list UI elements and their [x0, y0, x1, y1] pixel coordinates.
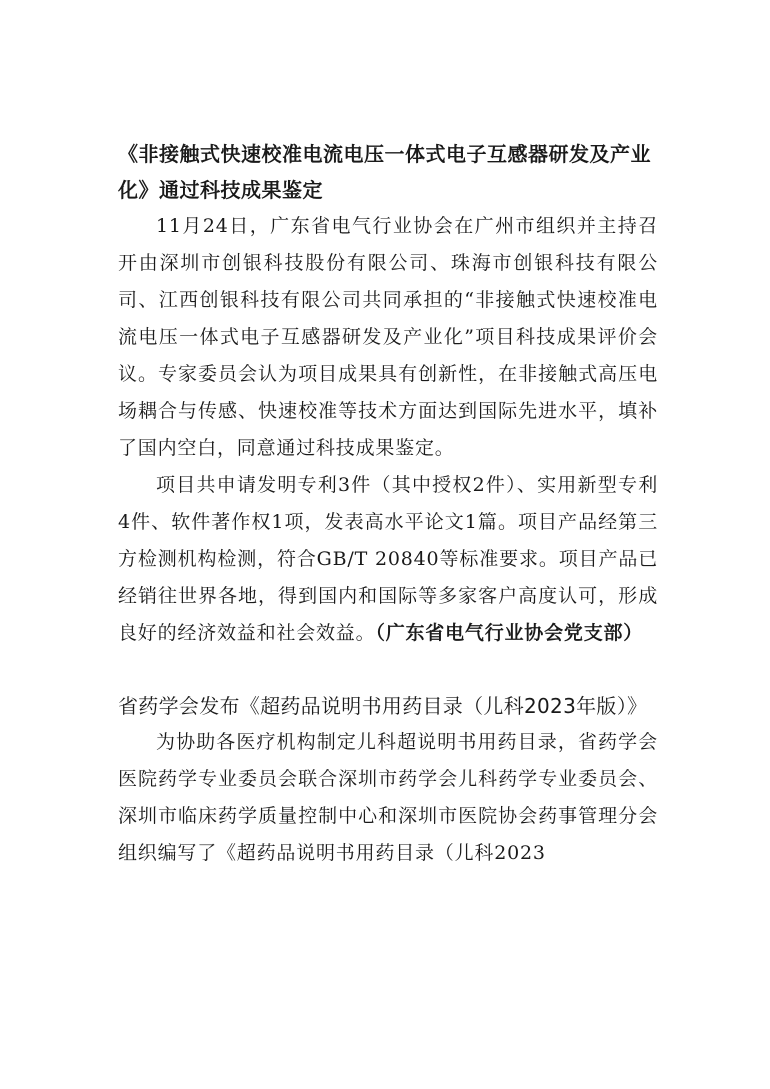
- article-1-paragraph-2-text: 项目共申请发明专利3件（其中授权2件）、实用新型专利4件、软件著作权1项，发表高水平论文1篇。项目产品经第三方检测机构检测，符合GB/T 20840等标准要求。项目产品已经销往世界各地，得到国内和国际等多家客户高度认可，形成良好的经济效益和社会效益。: [118, 474, 658, 644]
- article-2-paragraph-1: [118, 724, 658, 872]
- article-1: [118, 136, 658, 652]
- article-2-title: 省药学会发布《超药品说明书用药目录（儿科2023年版）》: [118, 694, 648, 718]
- article-2: [118, 688, 658, 872]
- article-1-paragraph-1-text: 11月24日，广东省电气行业协会在广州市组织并主持召开由深圳市创银科技股份有限公司、珠海市创银科技有限公司、江西创银科技有限公司共同承担的“非接触式快速校准电流电压一体式电子互感器研发及产业化”项目科技成果评价会议。专家委员会认为项目成果具有创新性，在非接触式高压电场耦合与传感、快速校准等技术方面达到国际先进水平，填补了国内空白，同意通过科技成果鉴定。: [118, 215, 658, 459]
- article-1-source: （广东省电气行业协会党支部）: [375, 622, 644, 644]
- article-1-paragraph-2: [118, 467, 658, 652]
- article-1-paragraph-1: [118, 208, 658, 467]
- document-page: [118, 136, 658, 872]
- article-1-title: 《非接触式快速校准电流电压一体式电子互感器研发及产业化》通过科技成果鉴定: [118, 142, 651, 202]
- article-2-paragraph-1-text: 为协助各医疗机构制定儿科超说明书用药目录，省药学会医院药学专业委员会联合深圳市药学会儿科药学专业委员会、深圳市临床药学质量控制中心和深圳市医院协会药事管理分会组织编写了《超药品说明书用药目录（儿科2023: [118, 731, 658, 864]
- section-spacer: [118, 652, 658, 688]
